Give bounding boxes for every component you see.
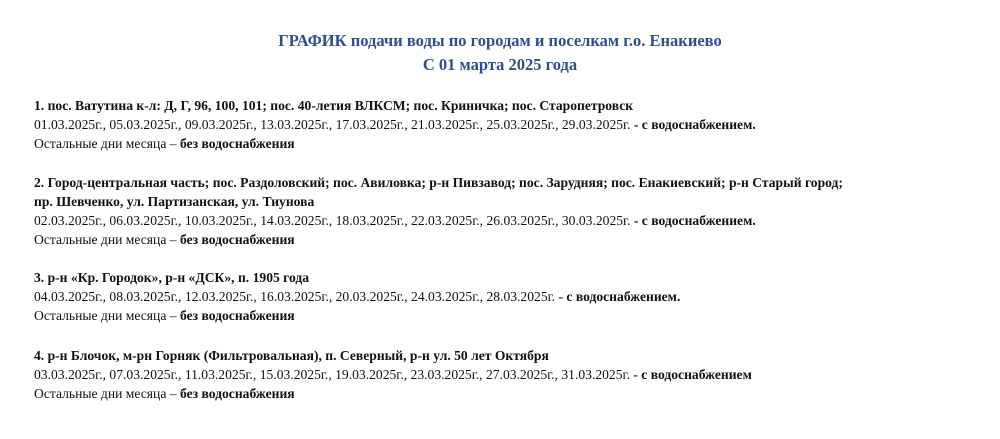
section-3-areas: 3. р-н «Кр. Городок», р-н «ДСК», п. 1905 года (34, 270, 310, 285)
section-2-other-days-label: Остальные дни месяца – (34, 232, 180, 247)
section-3-dates (34, 287, 984, 306)
section-3-water-status: - с водоснабжением. (558, 289, 681, 304)
section-2-date-list: 02.03.2025г., 06.03.2025г., 10.03.2025г., 14.03.2025г., 18.03.2025г., 22.03.2025г., 26.03.2025г., 30.03.2025г. (34, 213, 634, 228)
document-subtitle: С 01 марта 2025 года (422, 55, 578, 74)
section-4-water-status: - с водоснабжением (633, 367, 752, 382)
schedule-section-3 (34, 268, 984, 325)
section-3-other-days-label: Остальные дни месяца – (34, 308, 180, 323)
section-4-dates (34, 365, 984, 384)
section-4-date-list: 03.03.2025г., 07.03.2025г., 11.03.2025г., 15.03.2025г., 19.03.2025г., 23.03.2025г., 27.03.2025г., 31.03.2025г. (34, 367, 634, 382)
section-4-other-days (34, 384, 984, 403)
section-4-no-water: без водоснабжения (179, 386, 295, 401)
schedule-section-1 (34, 96, 984, 153)
schedule-section-4 (34, 346, 984, 403)
section-3-other-days (34, 306, 984, 325)
section-2-areas-line-2: пр. Шевченко, ул. Партизанская, ул. Тиунова (34, 194, 315, 209)
section-4-areas: 4. р-н Блочок, м-рн Горняк (Фильтровальная), п. Северный, р-н ул. 50 лет Октября (34, 348, 549, 363)
section-2-areas-line-1: 2. Город-центральная часть; пос. Раздоловский; пос. Авиловка; р-н Пивзавод; пос. Зарудняя; пос. Енакиевский; р-н Старый город; (34, 175, 843, 190)
section-1-other-days (34, 134, 984, 153)
section-1-water-status: - с водоснабжением. (633, 117, 756, 132)
section-2-no-water: без водоснабжения (179, 232, 295, 247)
document-title: ГРАФИК подачи воды по городам и поселкам г.о. Енакиево (278, 31, 722, 50)
section-4-other-days-label: Остальные дни месяца – (34, 386, 180, 401)
section-2-dates (34, 211, 984, 230)
section-2-other-days (34, 230, 984, 249)
section-3-date-list: 04.03.2025г., 08.03.2025г., 12.03.2025г., 16.03.2025г., 20.03.2025г., 24.03.2025г., 28.03.2025г. (34, 289, 559, 304)
section-1-date-list: 01.03.2025г., 05.03.2025г., 09.03.2025г., 13.03.2025г., 17.03.2025г., 21.03.2025г., 25.03.2025г., 29.03.2025г. (34, 117, 634, 132)
section-1-dates (34, 115, 984, 134)
schedule-section-2 (34, 173, 984, 249)
section-1-other-days-label: Остальные дни месяца – (34, 136, 180, 151)
section-1-no-water: без водоснабжения (179, 136, 295, 151)
section-3-no-water: без водоснабжения (179, 308, 295, 323)
section-2-water-status: - с водоснабжением. (633, 213, 756, 228)
section-1-areas: 1. пос. Ватутина к-л: Д, Г, 96, 100, 101; пос. 40-летия ВЛКСМ; пос. Криничка; пос. Старопетровск (34, 98, 634, 113)
